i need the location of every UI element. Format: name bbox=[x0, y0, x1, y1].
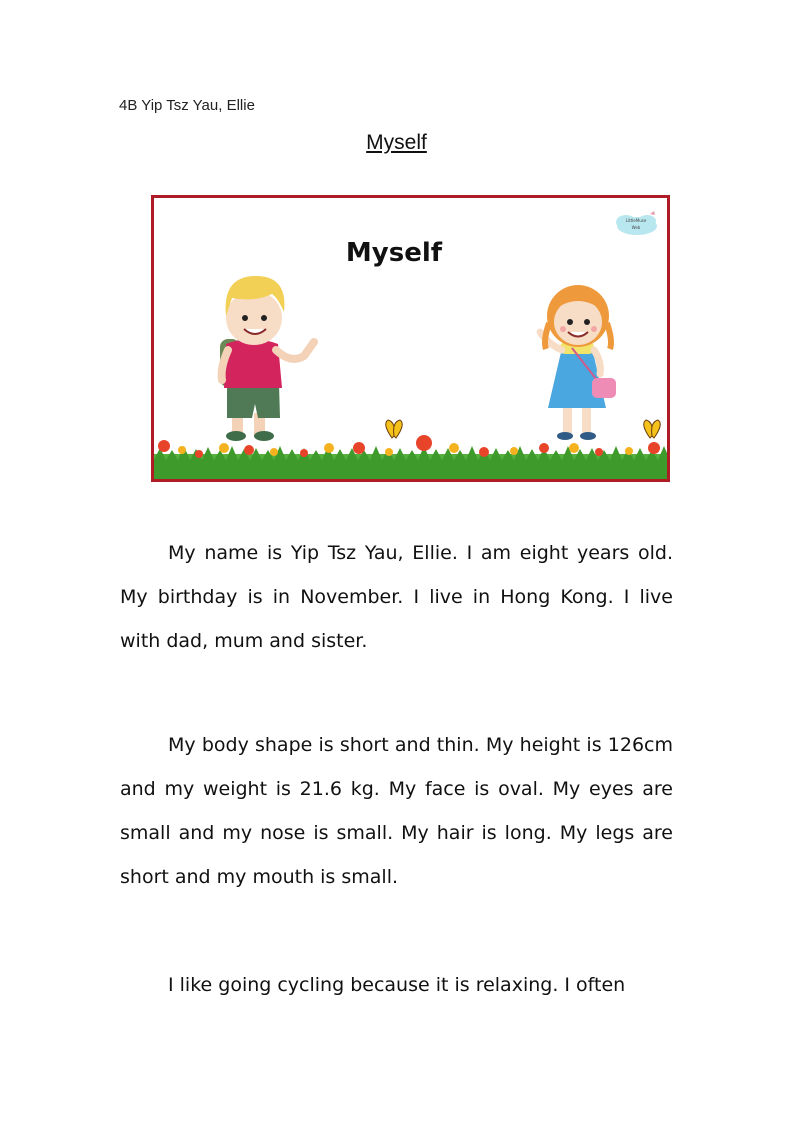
banner-title: Myself bbox=[345, 238, 443, 268]
paragraph-introduction: My name is Yip Tsz Yau, Ellie. I am eight years old. My birthday is in November. I live in Hong Kong. I live with dad, mum and sister. bbox=[120, 542, 673, 652]
logo-cloud-icon bbox=[616, 211, 657, 235]
banner-artwork bbox=[154, 198, 667, 479]
paragraph-hobbies: I like going cycling because it is relaxing. I often bbox=[168, 974, 626, 996]
banner-illustration bbox=[151, 195, 670, 482]
page-title: Myself bbox=[366, 131, 427, 154]
logo-text-line2: Web bbox=[631, 225, 641, 230]
boy-cartoon-icon bbox=[220, 276, 314, 441]
butterfly-icon bbox=[386, 420, 403, 438]
header-student-name: 4B Yip Tsz Yau, Ellie bbox=[119, 97, 255, 114]
paragraph-appearance: My body shape is short and thin. My height is 126cm and my weight is 21.6 kg. My face is oval. My eyes are small and my nose is small. My hair is long. My legs are short and my mouth is small. bbox=[120, 734, 673, 888]
butterfly-icon bbox=[644, 420, 661, 438]
logo-text-line1: LittleMuse bbox=[625, 218, 647, 223]
girl-cartoon-icon bbox=[540, 285, 616, 440]
